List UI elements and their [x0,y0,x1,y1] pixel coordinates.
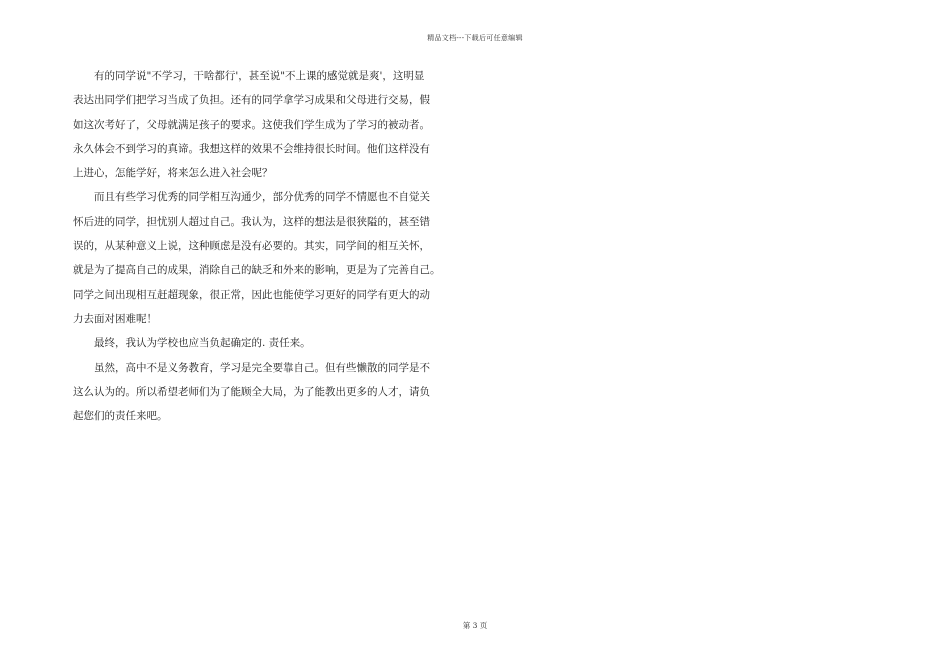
page-header: 精品文档---下载后可任意编辑 [427,34,523,42]
text-line: 力去面对困难呢！ [73,312,157,325]
text-line: 最终，我认为学校也应当负起确定的. 责任来。 [94,337,311,350]
text-line: 起您们的责任来吧。 [73,410,168,423]
text-line: 上进心，怎能学好，将来怎么进入社会呢？ [73,167,273,180]
document-body [73,64,473,428]
text-line: 这么认为的。所以希望老师们为了能顾全大局，为了能教出更多的人才，请负 [73,385,430,398]
page-number: 第 3 页 [462,621,488,630]
text-line: 有的同学说"不学习，干啥都行'，甚至说"不上课的感觉就是爽'，这明显 [94,70,425,82]
text-line: 表达出同学们把学习当成了负担。还有的同学拿学习成果和父母进行交易，假 [73,94,430,107]
text-line: 就是为了提高自己的成果，消除自己的缺乏和外来的影响，更是为了完善自己。 [73,264,441,277]
text-line: 误的，从某种意义上说，这种顾虑是没有必要的。其实，同学间的相互关怀， [73,240,430,253]
text-line: 同学之间出现相互赶超现象，很正常，因此也能使学习更好的同学有更大的动 [73,288,430,301]
text-line: 怀后进的同学，担忧别人超过自己。我认为，这样的想法是很狭隘的，甚至错 [73,215,430,228]
text-line: 永久体会不到学习的真谛。我想这样的效果不会维持很长时间。他们这样没有 [73,142,430,155]
text-line: 虽然，高中不是义务教育，学习是完全要靠自己。但有些懒散的同学是不 [94,361,430,374]
text-line: 如这次考好了，父母就满足孩子的要求。这使我们学生成为了学习的被动者。 [73,118,430,131]
text-line: 而且有些学习优秀的同学相互沟通少，部分优秀的同学不情愿也不自觉关 [94,191,430,204]
